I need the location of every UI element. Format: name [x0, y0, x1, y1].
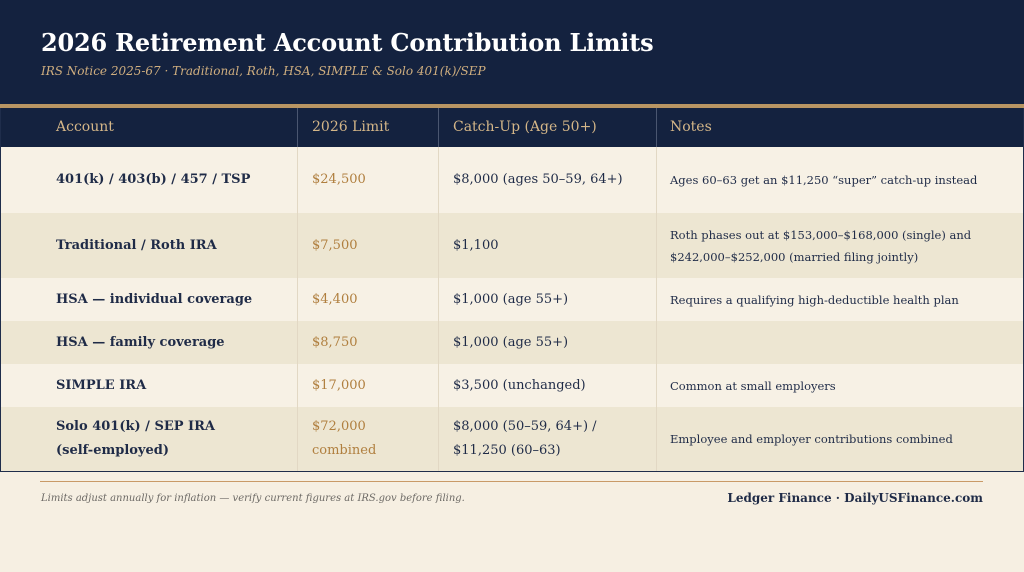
column-divider	[297, 147, 298, 213]
column-divider	[656, 407, 657, 471]
notes-text: Ages 60–63 get an $11,250 “super” catch-up instead	[670, 173, 978, 187]
catch-up-value: $8,000 (50–59, 64+) / $11,250 (60–63)	[453, 419, 597, 458]
column-divider	[438, 278, 439, 321]
limit-value: $72,000 combined	[312, 419, 377, 458]
column-divider	[438, 147, 439, 213]
table-row	[1, 407, 1023, 471]
column-divider	[297, 213, 298, 278]
column-divider	[438, 213, 439, 278]
account-name: HSA — family coverage	[56, 334, 225, 350]
header-banner	[0, 0, 1024, 104]
limit-value: $17,000	[312, 377, 366, 393]
account-name: SIMPLE IRA	[56, 377, 147, 393]
account-name: HSA — individual coverage	[56, 291, 253, 307]
page-title: 2026 Retirement Account Contribution Limits	[41, 28, 654, 57]
catch-up-value: $1,000 (age 55+)	[453, 291, 569, 307]
column-divider	[297, 364, 298, 407]
column-header-account: Account	[56, 119, 114, 135]
column-header-limit: 2026 Limit	[312, 119, 390, 135]
catch-up-value: $8,000 (ages 50–59, 64+)	[453, 172, 623, 187]
notes-text	[670, 321, 1010, 364]
catch-up-value: $1,000 (age 55+)	[453, 334, 569, 350]
limit-value: $24,500	[312, 172, 366, 187]
column-divider	[438, 364, 439, 407]
column-divider	[438, 108, 439, 147]
table-row	[1, 364, 1023, 407]
page-subtitle: IRS Notice 2025-67 · Traditional, Roth, HSA, SIMPLE & Solo 401(k)/SEP	[41, 64, 486, 78]
footer-brand: Ledger Finance · DailyUSFinance.com	[727, 491, 983, 505]
column-header-catch-up: Catch-Up (Age 50+)	[453, 119, 597, 135]
table-row	[1, 213, 1023, 278]
notes-text: Common at small employers	[670, 378, 836, 393]
table-header-row	[1, 108, 1023, 147]
column-divider	[656, 278, 657, 321]
catch-up-value: $3,500 (unchanged)	[453, 377, 586, 393]
limit-value: $4,400	[312, 291, 358, 307]
limit-value: $8,750	[312, 334, 358, 350]
table-row	[1, 321, 1023, 364]
footer-divider	[40, 481, 983, 482]
notes-text: Requires a qualifying high-deductible health plan	[670, 292, 959, 307]
limit-value: $7,500	[312, 237, 358, 253]
column-divider	[656, 321, 657, 364]
column-divider	[656, 147, 657, 213]
column-divider	[438, 407, 439, 471]
account-name: Traditional / Roth IRA	[56, 237, 217, 253]
contribution-limits-table	[0, 108, 1024, 472]
column-divider	[656, 213, 657, 278]
account-name: 401(k) / 403(b) / 457 / TSP	[56, 172, 251, 187]
column-divider	[297, 278, 298, 321]
notes-text: Employee and employer contributions combined	[670, 432, 953, 446]
table-row	[1, 147, 1023, 213]
notes-text: Roth phases out at $153,000–$168,000 (single) and $242,000–$252,000 (married filing jointly)	[670, 227, 972, 264]
column-divider	[656, 364, 657, 407]
column-divider	[438, 321, 439, 364]
catch-up-value: $1,100	[453, 237, 499, 253]
column-divider	[297, 407, 298, 471]
account-name: Solo 401(k) / SEP IRA (self-employed)	[56, 419, 216, 458]
column-header-notes: Notes	[670, 119, 712, 135]
footer-disclaimer: Limits adjust annually for inflation — verify current figures at IRS.gov before filing.	[41, 493, 465, 504]
column-divider	[297, 108, 298, 147]
column-divider	[297, 321, 298, 364]
table-row	[1, 278, 1023, 321]
column-divider	[656, 108, 657, 147]
